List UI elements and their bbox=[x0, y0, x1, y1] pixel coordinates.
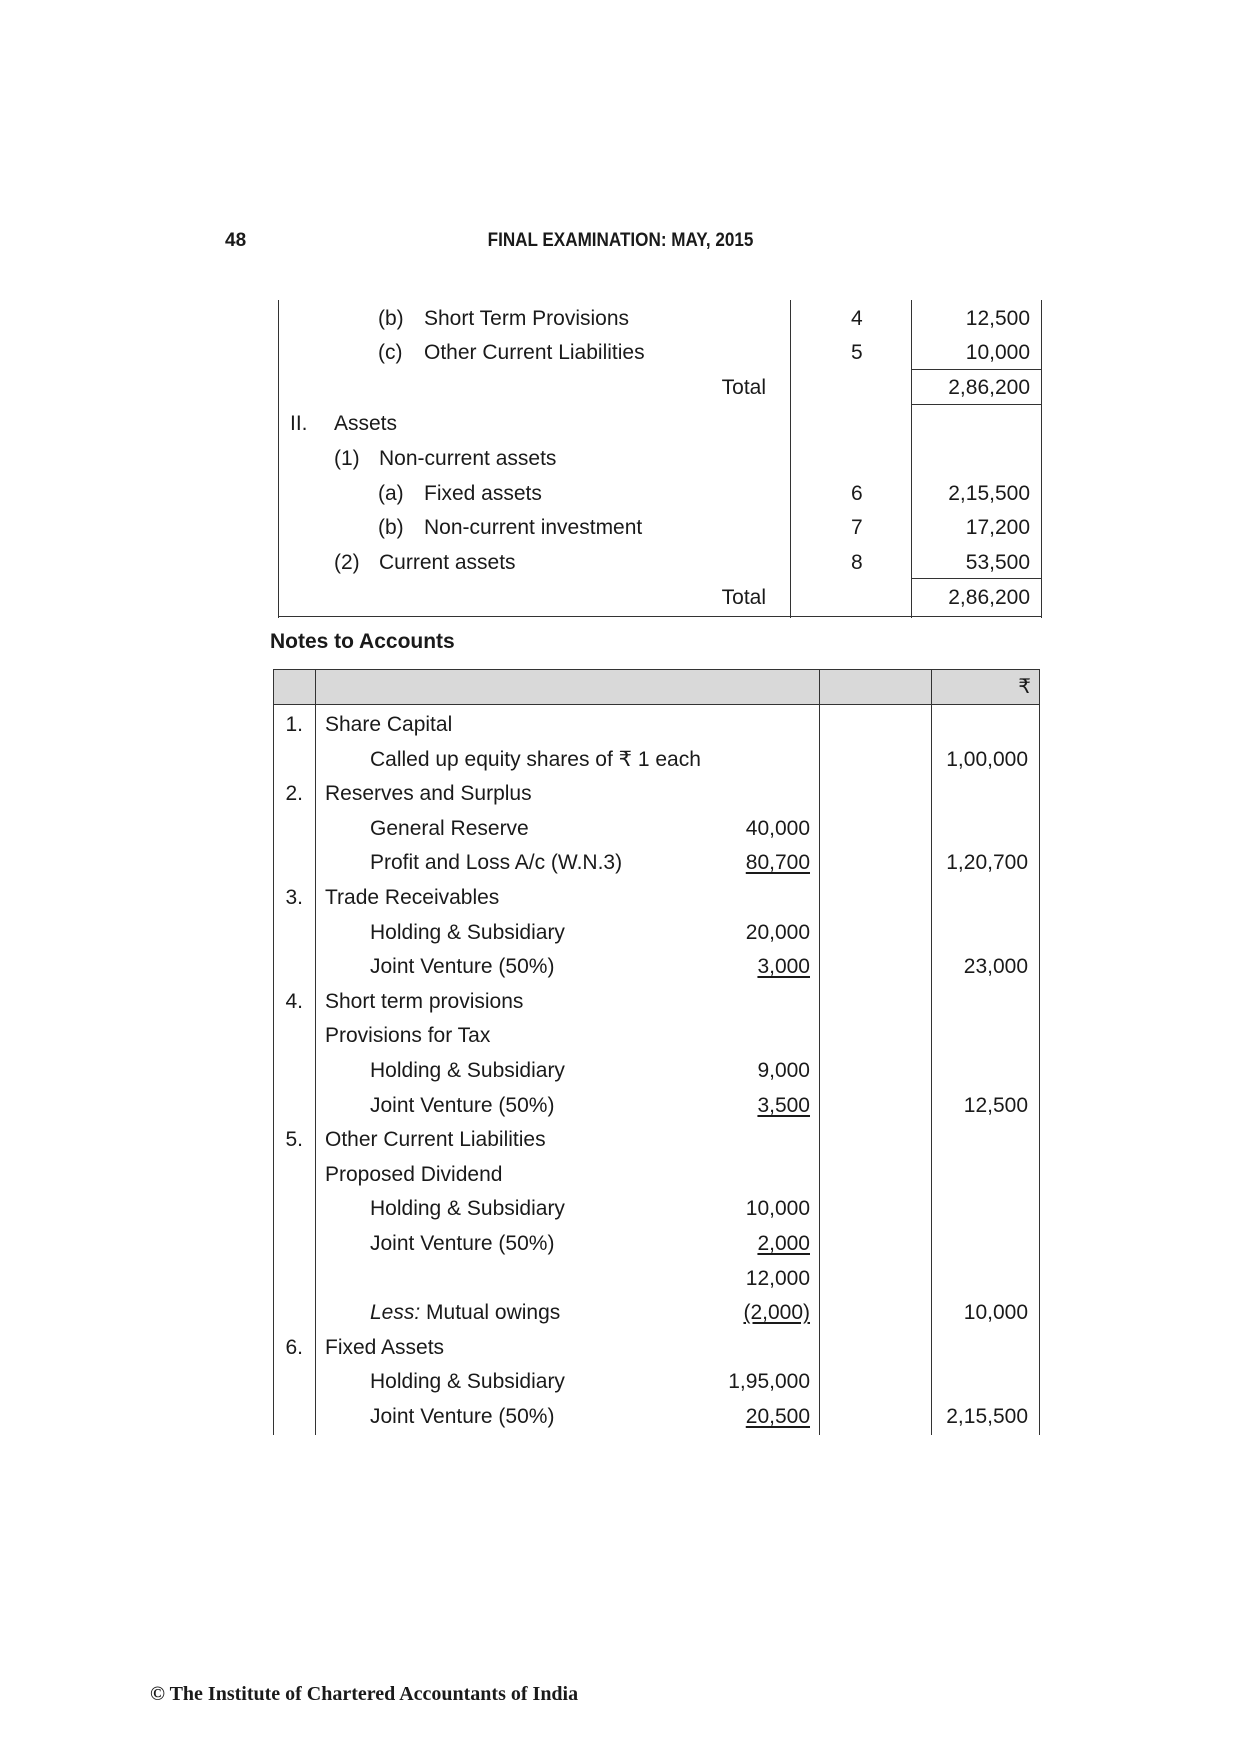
amount: 2,15,500 bbox=[948, 482, 1030, 505]
row-letter: (b) bbox=[378, 516, 404, 539]
row-sub: (2) bbox=[334, 551, 360, 574]
table-row bbox=[273, 707, 1040, 742]
sub-amount: 20,000 bbox=[745, 920, 810, 944]
sub-amount: 1,95,000 bbox=[728, 1370, 810, 1394]
amount: 17,200 bbox=[965, 516, 1030, 539]
row-label: Short Term Provisions bbox=[424, 307, 630, 330]
total-amount: 1,20,700 bbox=[946, 851, 1028, 875]
sub-amount: 3,500 bbox=[757, 1093, 810, 1117]
note-number: 4. bbox=[285, 989, 303, 1013]
less-label: Less: bbox=[370, 1301, 421, 1325]
note-label: Joint Venture (50%) bbox=[370, 1093, 555, 1117]
total-amount: 10,000 bbox=[963, 1301, 1028, 1325]
table-row bbox=[273, 742, 1040, 777]
total-row bbox=[278, 580, 1042, 615]
table-border-bottom bbox=[278, 616, 1042, 617]
sub-amount: 80,700 bbox=[745, 851, 810, 875]
copyright-footer: © The Institute of Chartered Accountants of India bbox=[150, 1683, 579, 1705]
note-number: 3. bbox=[285, 886, 303, 909]
row-label: Other Current Liabilities bbox=[424, 341, 645, 364]
note-label: Provisions for Tax bbox=[325, 1024, 491, 1048]
note-label: Holding & Subsidiary bbox=[370, 1197, 565, 1221]
table-row bbox=[273, 1088, 1040, 1123]
note-label: Joint Venture (50%) bbox=[370, 955, 555, 979]
table-row bbox=[273, 1330, 1040, 1365]
total-label: Total bbox=[721, 376, 766, 399]
table-row bbox=[273, 1226, 1040, 1261]
table-row bbox=[273, 1399, 1040, 1434]
total-amount: 2,86,200 bbox=[948, 586, 1030, 609]
row-label: Non-current assets bbox=[379, 447, 557, 470]
table-row bbox=[273, 1295, 1040, 1330]
note-label: Holding & Subsidiary bbox=[370, 1370, 565, 1394]
notes-heading: Notes to Accounts bbox=[270, 630, 455, 653]
table-row bbox=[273, 1157, 1040, 1192]
note-label: Fixed Assets bbox=[325, 1335, 445, 1359]
note-label: Trade Receivables bbox=[325, 886, 500, 909]
sub-amount: 12,000 bbox=[745, 1266, 810, 1290]
sub-amount: 9,000 bbox=[757, 1059, 810, 1082]
note-label: General Reserve bbox=[370, 816, 529, 840]
sub-amount: 40,000 bbox=[745, 816, 810, 840]
table-row bbox=[278, 335, 1042, 370]
note-ref: 8 bbox=[851, 551, 863, 574]
note-label: Joint Venture (50%) bbox=[370, 1405, 555, 1428]
note-label: Short term provisions bbox=[325, 989, 524, 1013]
table-row bbox=[273, 984, 1040, 1019]
note-label: Other Current Liabilities bbox=[325, 1128, 546, 1152]
table-row bbox=[278, 441, 1042, 476]
table-row bbox=[273, 1053, 1040, 1088]
sub-amount: (2,000) bbox=[743, 1301, 810, 1325]
table-row bbox=[278, 301, 1042, 336]
table-row bbox=[273, 1018, 1040, 1053]
note-label bbox=[370, 1295, 560, 1330]
note-number: 2. bbox=[285, 782, 303, 806]
note-ref: 4 bbox=[851, 307, 863, 330]
total-amount: 1,00,000 bbox=[946, 747, 1028, 771]
total-amount: 23,000 bbox=[963, 955, 1028, 979]
table-row bbox=[273, 1191, 1040, 1226]
row-label: Fixed assets bbox=[424, 482, 542, 505]
note-label-text: Mutual owings bbox=[420, 1301, 561, 1325]
row-letter: (a) bbox=[378, 482, 404, 505]
table-row bbox=[273, 1364, 1040, 1399]
table-row bbox=[278, 545, 1042, 580]
sub-amount: 10,000 bbox=[745, 1197, 810, 1221]
row-letter: (c) bbox=[378, 341, 403, 364]
amount: 10,000 bbox=[965, 341, 1030, 364]
rupee-icon: ₹ bbox=[1018, 676, 1031, 698]
sub-amount: 3,000 bbox=[757, 955, 810, 979]
amount: 12,500 bbox=[965, 307, 1030, 330]
table-row bbox=[278, 476, 1042, 511]
note-ref: 6 bbox=[851, 482, 863, 505]
table-row bbox=[273, 1261, 1040, 1296]
total-amount: 2,86,200 bbox=[948, 376, 1030, 399]
table-row bbox=[278, 406, 1042, 441]
row-label: Non-current investment bbox=[424, 516, 643, 539]
note-label: Joint Venture (50%) bbox=[370, 1232, 555, 1255]
note-label: Holding & Subsidiary bbox=[370, 920, 565, 944]
notes-table bbox=[273, 669, 1040, 1435]
note-label: Proposed Dividend bbox=[325, 1162, 503, 1186]
row-letter: (b) bbox=[378, 307, 404, 330]
note-ref: 7 bbox=[851, 516, 863, 539]
page-title: FINAL EXAMINATION: MAY, 2015 bbox=[487, 230, 754, 251]
notes-header-band bbox=[273, 669, 1040, 705]
total-row bbox=[278, 370, 1042, 405]
total-amount: 12,500 bbox=[963, 1093, 1028, 1117]
note-label: Called up equity shares of ₹ 1 each bbox=[370, 747, 701, 771]
note-label: Reserves and Surplus bbox=[325, 782, 532, 806]
total-amount: 2,15,500 bbox=[946, 1405, 1028, 1428]
note-label: Profit and Loss A/c (W.N.3) bbox=[370, 851, 623, 875]
note-number: 6. bbox=[285, 1335, 303, 1359]
table-row bbox=[273, 776, 1040, 811]
page-number: 48 bbox=[225, 230, 247, 251]
sub-amount: 2,000 bbox=[757, 1232, 810, 1255]
note-number: 1. bbox=[285, 713, 303, 736]
table-row bbox=[273, 1122, 1040, 1157]
table-row bbox=[273, 949, 1040, 984]
note-label: Holding & Subsidiary bbox=[370, 1059, 565, 1082]
table-row bbox=[273, 880, 1040, 915]
table-row bbox=[273, 845, 1040, 880]
note-number: 5. bbox=[285, 1128, 303, 1152]
note-ref: 5 bbox=[851, 341, 863, 364]
total-label: Total bbox=[721, 586, 766, 609]
sub-amount: 20,500 bbox=[745, 1405, 810, 1428]
table-row bbox=[278, 510, 1042, 545]
amount: 53,500 bbox=[965, 551, 1030, 574]
table-row bbox=[273, 915, 1040, 950]
row-label: Current assets bbox=[379, 551, 516, 574]
row-sub: (1) bbox=[334, 447, 360, 470]
table-row bbox=[273, 811, 1040, 846]
row-label: Assets bbox=[334, 412, 398, 435]
balance-sheet-table bbox=[278, 300, 1042, 618]
row-roman: II. bbox=[290, 412, 308, 435]
note-label: Share Capital bbox=[325, 713, 453, 736]
